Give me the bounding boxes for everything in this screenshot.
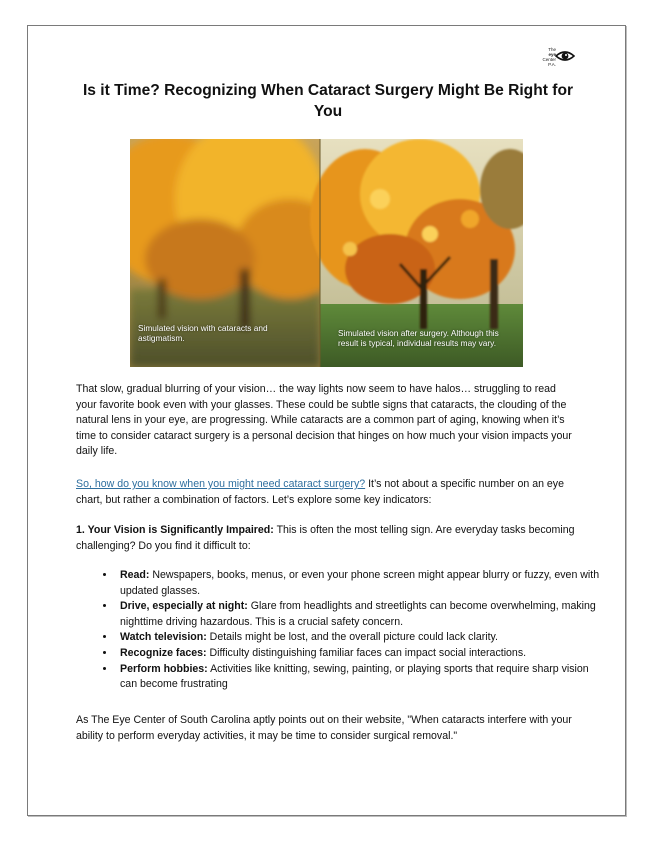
section-1-heading: 1. Your Vision is Significantly Impaired: [76, 524, 274, 536]
cataract-comparison-image [130, 139, 523, 367]
logo-text: The eye Center P.A. [542, 47, 556, 67]
list-item: • Recognize faces: Difficulty distinguishing familiar faces can impact social interactions. [116, 646, 604, 662]
section-1-text: This is often the most telling sign. Are everyday tasks becoming challenging? Do you find it difficult to: [76, 524, 575, 552]
question-paragraph [76, 477, 576, 508]
list-item: • Read: Newspapers, books, menus, or even your phone screen might appear blurry or fuzzy, even with updated glasses. [116, 568, 604, 599]
cataract-surgery-link[interactable]: So, how do you know when you might need cataract surgery? [76, 478, 366, 490]
closing-paragraph: As The Eye Center of South Carolina aptly points out on their website, "When cataracts interfere with your ability to perform everyday activities, it may be time to consider surgical removal." [76, 714, 572, 742]
caption-before-surgery: Simulated vision with cataracts and astigmatism. [138, 323, 268, 343]
caption-after-surgery: Simulated vision after surgery. Although this result is typical, individual results may vary. [338, 328, 499, 348]
document-page [27, 25, 626, 816]
eye-center-logo [538, 45, 578, 71]
intro-paragraph: That slow, gradual blurring of your vision… the way lights now seem to have halos… struggling to read your favorite book even with your glasses. These could be subtle signs that cataracts, the clouding of the natural lens in your eye, are progressing. While cataracts are a common part of aging, knowing when it’s time to consider cataract surgery is a personal decision that hinges on how much your vision impacts your daily life. [76, 383, 572, 458]
question-text: It’s not about a specific number on an eye chart, but rather a combination of factors. Let’s explore some key indicators: [76, 478, 564, 506]
section-1-paragraph [76, 523, 576, 554]
eye-icon [555, 47, 575, 65]
list-item: • Watch television: Details might be lost, and the overall picture could lack clarity. [116, 630, 604, 646]
list-item: • Drive, especially at night: Glare from headlights and streetlights can become overwhelming, making nighttime driving hazardous. This is a crucial safety concern. [116, 599, 604, 630]
page-title: Is it Time? Recognizing When Cataract Surgery Might Be Right for You [82, 82, 574, 120]
list-item: • Perform hobbies: Activities like knitting, sewing, painting, or playing sports that require sharp vision can become frustrating [116, 662, 604, 693]
symptom-list [78, 568, 604, 693]
